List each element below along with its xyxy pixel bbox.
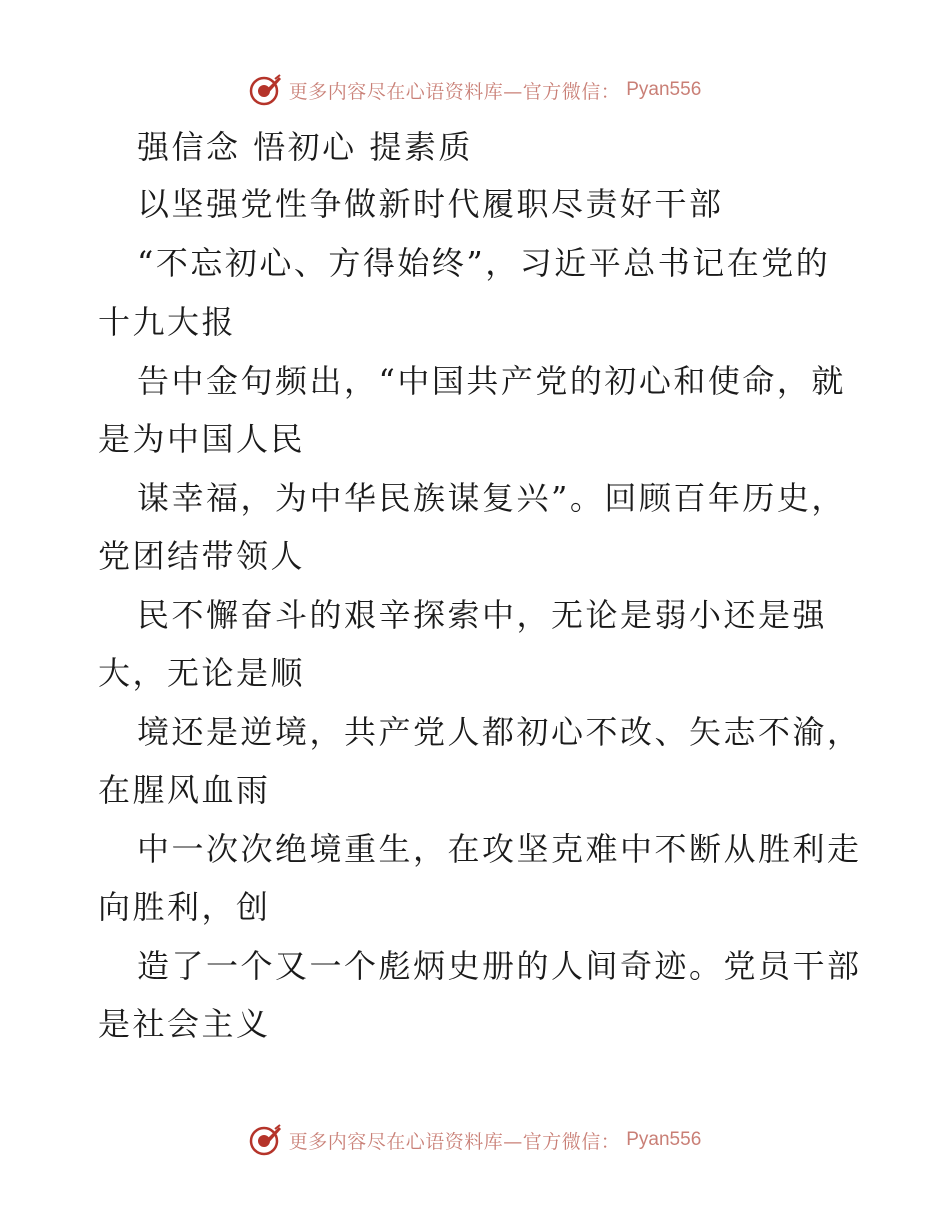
watermark-account: Pyan556 (626, 1129, 702, 1150)
paragraph-line: 中一次次绝境重生，在攻坚克难中不断从胜利走 (137, 830, 862, 868)
paragraph-line: 民不懈奋斗的艰辛探索中，无论是弱小还是强 (137, 596, 828, 634)
paragraph-line: “不忘初心、方得始终”，习近平总书记在党的 (137, 244, 831, 282)
document-title: 强信念 悟初心 提素质 (137, 128, 473, 166)
paragraph-line: 是为中国人民 (98, 420, 306, 458)
watermark-text: 更多内容尽在心语资料库—官方微信： (288, 80, 621, 103)
header-watermark (0, 70, 950, 110)
paragraph-line: 谋幸福，为中华民族谋复兴”。回顾百年历史， (137, 479, 846, 517)
paragraph-line: 党团结带领人 (98, 537, 306, 575)
paragraph-line: 向胜利，创 (98, 888, 271, 926)
paragraph-line: 大，无论是顺 (98, 654, 306, 692)
document-subtitle: 以坚强党性争做新时代履职尽责好干部 (137, 185, 724, 223)
quill-logo-icon (249, 73, 283, 107)
quill-logo-icon (249, 1123, 283, 1157)
watermark-text: 更多内容尽在心语资料库—官方微信： (288, 1130, 621, 1153)
paragraph-line: 造了一个又一个彪炳史册的人间奇迹。党员干部 (137, 947, 862, 985)
paragraph-line: 境还是逆境，共产党人都初心不改、矢志不渝， (137, 713, 862, 751)
paragraph-line: 是社会主义 (98, 1005, 271, 1043)
paragraph-line: 在腥风血雨 (98, 771, 271, 809)
paragraph-line: 告中金句频出，“中国共产党的初心和使命，就 (137, 362, 846, 400)
paragraph-line: 十九大报 (98, 303, 237, 341)
watermark-account: Pyan556 (626, 79, 702, 100)
footer-watermark (0, 1120, 950, 1160)
